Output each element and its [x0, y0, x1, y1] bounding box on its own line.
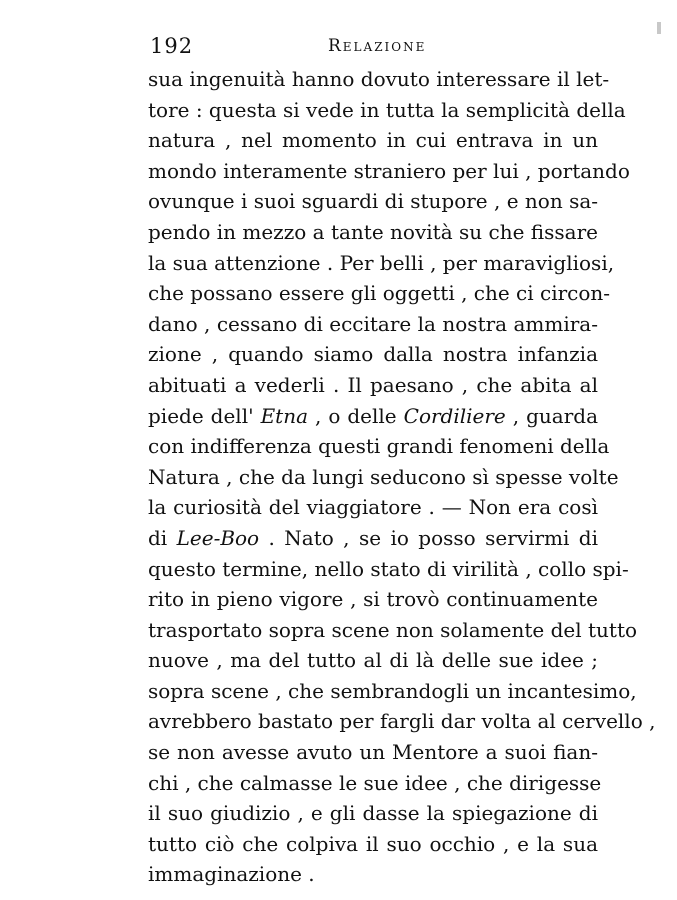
text-line: con indifferenza questi grandi fenomeni della [148, 434, 610, 459]
text-line: ovunque i suoi sguardi di stupore , e non sa- [148, 189, 599, 214]
text-line: avrebbero bastato per fargli dar volta al cervello , [148, 709, 656, 734]
text-line: Natura , che da lungi seducono sì spesse volte [148, 464, 619, 489]
margin-mark [657, 22, 661, 34]
italic-place-name: Etna [260, 403, 309, 428]
page-number: 192 [150, 34, 194, 58]
text-line: che possano essere gli oggetti , che ci circon- [148, 281, 611, 306]
text-line: trasportato sopra scene non solamente del tutto [148, 617, 638, 642]
text-line: mondo interamente straniero per lui , portando [148, 158, 630, 183]
text-line: questo termine, nello stato di virilità , collo spi- [148, 556, 629, 581]
running-head: Relazione [328, 36, 427, 56]
text-line: nuove , ma del tutto al di là delle sue idee ; [148, 648, 598, 673]
text-line: abituati a vederli . Il paesano , che abita al [148, 372, 598, 397]
text-line: la curiosità del viaggiatore . — Non era così [148, 495, 598, 520]
text-line: tutto ciò che colpiva il suo occhio , e la sua [148, 831, 598, 856]
text-line: di Lee-Boo . Nato , se io posso servirmi di [148, 525, 598, 550]
text-line: il suo giudizio , e gli dasse la spiegazione di [148, 801, 598, 826]
italic-person-name: Lee-Boo [176, 525, 260, 550]
body-text [148, 64, 656, 890]
text-line: la sua attenzione . Per belli , per maravigliosi, [148, 250, 615, 275]
page-header [150, 34, 596, 64]
text-line: zione , quando siamo dalla nostra infanzia [148, 342, 598, 367]
text-line: pendo in mezzo a tante novità su che fissare [148, 219, 598, 244]
text-line: sua ingenuità hanno dovuto interessare il let- [148, 67, 610, 91]
text-line: immaginazione . [148, 862, 315, 887]
text-line: sopra scene , che sembrandogli un incantesimo, [148, 678, 637, 703]
text-line: tore : questa si vede in tutta la semplicità della [148, 97, 626, 122]
text-line: rito in pieno vigore , si trovò continuamente [148, 587, 598, 612]
text-line: dano , cessano di eccitare la nostra ammira- [148, 311, 598, 336]
text-line: se non avesse avuto un Mentore a suoi fian- [148, 740, 598, 765]
text-line: natura , nel momento in cui entrava in un [148, 128, 598, 153]
italic-place-name: Cordiliere [403, 403, 506, 428]
text-line: chi , che calmasse le sue idee , che dirigesse [148, 770, 602, 795]
text-line: piede dell' Etna , o delle Cordiliere , guarda [148, 403, 598, 428]
